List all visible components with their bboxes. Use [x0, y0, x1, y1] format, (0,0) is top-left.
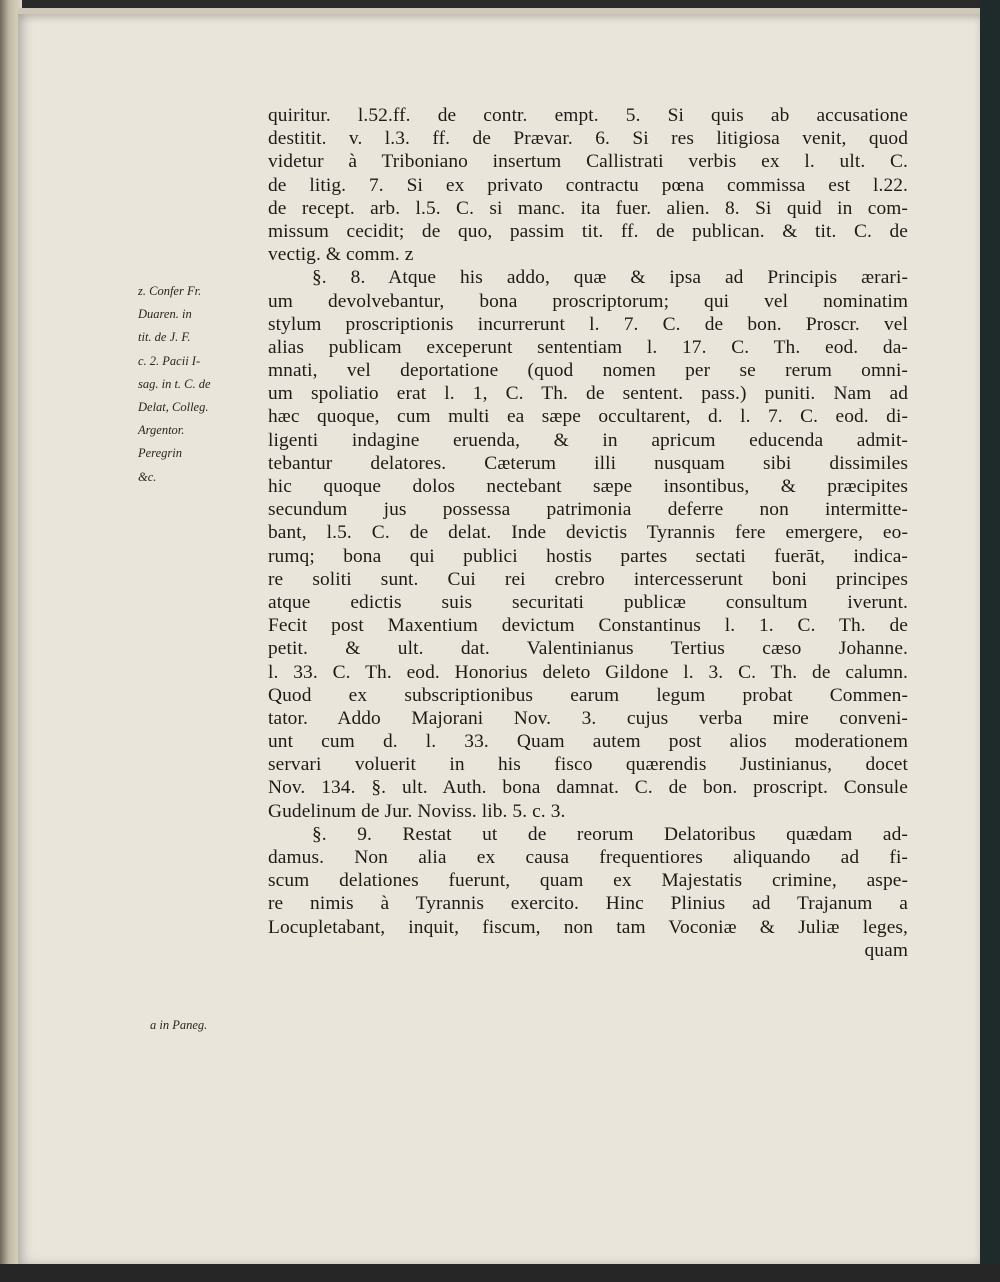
text-line: quiritur. l.52.ff. de contr. empt. 5. Si quis ab accusatione — [268, 105, 908, 126]
margin-note-line: Argentor. — [138, 423, 185, 438]
margin-note-line: &c. — [138, 469, 157, 484]
text-line: re nimis à Tyrannis exercito. Hinc Plinius ad Trajanum a — [268, 893, 908, 915]
text-line: hæc quoque, cum multi ea sæpe occultarent, d. l. 7. C. eod. di- — [268, 406, 908, 428]
text-line: secundum jus possessa patrimonia deferre non intermitte- — [268, 499, 908, 521]
text-line: stylum proscriptionis incurrerunt l. 7. C. de bon. Proscr. vel — [268, 313, 908, 335]
scan-border-bottom — [0, 1264, 1000, 1282]
catchword: quam — [864, 939, 908, 961]
text-line: re soliti sunt. Cui rei crebro intercesserunt boni principes — [268, 568, 908, 590]
text-line: Gudelinum de Jur. Noviss. lib. 5. c. 3. — [268, 800, 566, 822]
scan-border-right — [980, 0, 1000, 1282]
text-line: damus. Non alia ex causa frequentiores aliquando ad fi- — [268, 847, 908, 868]
text-line: missum cecidit; de quo, passim tit. ff. de publican. & tit. C. de — [268, 220, 908, 242]
text-line: unt cum d. l. 33. Quam autem post alios moderationem — [268, 731, 908, 753]
text-line: videtur à Triboniano insertum Callistrati verbis ex l. ult. C. — [268, 151, 908, 173]
margin-note-line: z. Confer Fr. — [138, 284, 202, 298]
margin-note-line: Delat, Colleg. — [138, 399, 209, 414]
text-line: de litig. 7. Si ex privato contractu pœna commissa est l.22. — [268, 174, 908, 196]
text-line: mnati, vel deportatione (quod nomen per se rerum omni- — [268, 360, 908, 382]
text-line: Fecit post Maxentium devictum Constantinus l. 1. C. Th. de — [268, 615, 908, 637]
margin-note-line: tit. de J. F. — [138, 330, 191, 345]
text-line: Quod ex subscriptionibus earum legum probat Commen- — [268, 684, 908, 706]
text-line: ligenti indagine eruenda, & in apricum educenda admit- — [268, 429, 908, 451]
text-line: tator. Addo Majorani Nov. 3. cujus verba mire conveni- — [268, 707, 908, 729]
text-line: l. 33. C. Th. eod. Honorius deleto Gildone l. 3. C. Th. de calumn. — [268, 661, 908, 683]
main-text-block — [268, 104, 908, 962]
text-line: bant, l.5. C. de delat. Inde devictis Tyrannis fere emergere, eo- — [268, 522, 908, 544]
text-line: scum delationes fuerunt, quam ex Majestatis crimine, aspe- — [268, 870, 908, 892]
section-8-heading-line: §. 8. Atque his addo, quæ & ipsa ad Principis ærari- — [312, 267, 908, 289]
margin-note-line: Duaren. in — [138, 307, 192, 322]
text-line: Locupletabant, inquit, fiscum, non tam Voconiæ & Juliæ leges, — [268, 916, 908, 938]
text-line: de recept. arb. l.5. C. si manc. ita fuer. alien. 8. Si quid in com- — [268, 197, 908, 219]
text-line: rumq; bona qui publici hostis partes sectati fuerāt, indica- — [268, 545, 908, 567]
margin-note-line: c. 2. Pacii I- — [138, 353, 201, 368]
text-line: destitit. v. l.3. ff. de Prævar. 6. Si res litigiosa venit, quod — [268, 128, 908, 150]
text-line: um devolvebantur, bona proscriptorum; qui vel nominatim — [268, 290, 908, 312]
text-line: hic quoque dolos nectebant sæpe insontibus, & præcipites — [268, 476, 908, 497]
margin-note-z — [138, 280, 268, 489]
text-line: atque edictis suis securitati publicæ consultum iverunt. — [268, 591, 908, 613]
section-9-heading-line: §. 9. Restat ut de reorum Delatoribus quædam ad- — [312, 823, 908, 845]
text-line: Nov. 134. §. ult. Auth. bona damnat. C. de bon. proscript. Consule — [268, 777, 908, 799]
text-line: tebantur delatores. Cæterum illi nusquam sibi dissimiles — [268, 452, 908, 474]
text-line: petit. & ult. dat. Valentinianus Tertius cæso Johanne. — [268, 638, 908, 660]
margin-note-a: a in Paneg. — [150, 1018, 208, 1032]
text-line: alias publicam exceperunt sententiam l. 17. C. Th. eod. da- — [268, 336, 908, 358]
text-line: servari voluerit in his fisco quærendis Justinianus, docet — [268, 754, 908, 776]
margin-note-line: Peregrin — [138, 446, 182, 461]
text-line: um spoliatio erat l. 1, C. Th. de sentent. pass.) puniti. Nam ad — [268, 383, 908, 405]
text-line: vectig. & comm. z — [268, 244, 414, 266]
margin-note-line: sag. in t. C. de — [138, 376, 211, 391]
